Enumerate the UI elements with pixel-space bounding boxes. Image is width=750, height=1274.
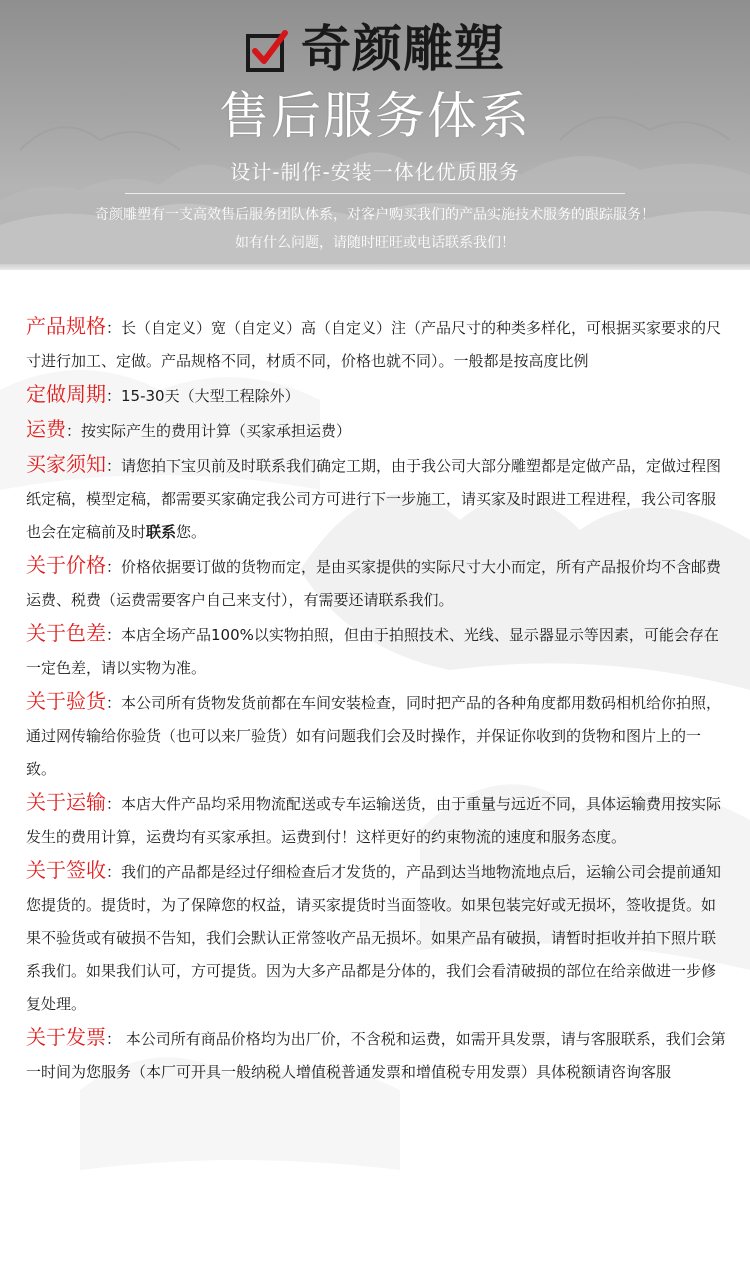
page-subtitle: 售后服务体系 [219,87,531,145]
section-colon: ： [106,1030,122,1048]
tagline-underline [0,193,750,194]
section-label: 关于色差 [26,621,106,645]
section-text: 请您拍下宝贝前及时联系我们确定工期，由于我公司大部分雕塑都是定做产品，定做过程图纸定稿，模型定稿，都需要买家确定我公司方可进行下一步施工，请买家及时跟进工程进程，我公司客服也会在定稿前及时 [26,457,722,541]
section-colon: ： [106,558,122,576]
section-buyer-notice [26,448,730,549]
section-emphasis: 联系 [146,523,177,541]
section-colon: ： [106,694,122,712]
section-signing [26,854,730,1021]
section-text: 本店全场产品100%以实物拍照，但由于拍照技术、光线、显示器显示等因素，可能会存在一定色差，请以实物为准。 [26,626,719,677]
section-shipping-fee [26,413,730,448]
section-custom-period [26,378,730,413]
section-price [26,549,730,617]
section-transport [26,786,730,854]
section-colon: ： [106,387,122,405]
section-tail: 您。 [176,523,207,541]
section-label: 关于运输 [26,790,106,814]
section-label: 运费 [26,417,66,441]
section-text: 15-30天（大型工程除外） [121,387,300,405]
section-label: 买家须知 [26,452,106,476]
tagline: 设计-制作-安装一体化优质服务 [230,160,520,184]
section-label: 关于签收 [26,858,106,882]
section-inspection [26,685,730,786]
intro-line-2: 如有什么问题，请随时旺旺或电话联系我们！ [235,235,515,251]
service-content [26,310,730,1089]
section-text: 本店大件产品均采用物流配送或专车运输送货，由于重量与远近不同，具体运输费用按实际发生的费用计算，运费均有买家承担。运费到付！这样更好的约束物流的速度和服务态度。 [26,795,722,846]
intro-line-1: 奇颜雕塑有一支高效售后服务团队体系，对客户购买我们的产品实施技术服务的跟踪服务！ [95,207,655,223]
section-text: 价格依据要订做的货物而定，是由买家提供的实际尺寸大小而定，所有产品报价均不含邮费运费、税费（运费需要客户自己来支付），有需要还请联系我们。 [26,558,722,609]
title-row [0,20,750,78]
brand-title: 奇颜雕塑 [301,20,505,78]
section-product-spec [26,310,730,378]
section-colon: ： [106,319,122,337]
section-text: 我们的产品都是经过仔细检查后才发货的，产品到达当地物流地点后，运输公司会提前通知您提货的。提货时，为了保障您的权益，请买家提货时当面签收。如果包装完好或无损坏，签收提货。如果不验货或有破损不告知，我们会默认正常签收产品无损坏。如果产品有破损，请暂时拒收并拍下照片联系我们。如果我们认可，方可提货。因为大多产品都是分体的，我们会看清破损的部位在给亲做进一步修复处理。 [26,863,722,1013]
checkbox-check-icon [245,29,289,73]
section-label: 关于验货 [26,689,106,713]
section-label: 产品规格 [26,314,106,338]
section-label: 关于价格 [26,553,106,577]
section-colon: ： [106,795,122,813]
section-colon: ： [106,863,122,881]
section-colon: ： [106,457,122,475]
section-text: 本公司所有货物发货前都在车间安装检查，同时把产品的各种角度都用数码相机给你拍照，通过网传输给你验货（也可以来厂验货）如有问题我们会及时操作，并保证你收到的货物和图片上的一致。 [26,694,722,778]
section-color-difference [26,617,730,685]
section-colon: ： [66,422,82,440]
section-label: 关于发票 [26,1025,106,1049]
section-text: 本公司所有商品价格均为出厂价，不含税和运费，如需开具发票，请与客服联系，我们会第一时间为您服务（本厂可开具一般纳税人增值税普通发票和增值税专用发票）具体税额请咨询客服 [26,1030,726,1081]
section-label: 定做周期 [26,382,106,406]
section-text: 长（自定义）宽（自定义）高（自定义）注（产品尺寸的种类多样化，可根据买家要求的尺寸进行加工、定做。产品规格不同，材质不同，价格也就不同）。一般都是按高度比例 [26,319,722,370]
section-colon: ： [106,626,122,644]
section-invoice [26,1021,730,1089]
section-text: 按实际产生的费用计算（买家承担运费） [81,422,352,440]
header-banner [0,0,750,268]
